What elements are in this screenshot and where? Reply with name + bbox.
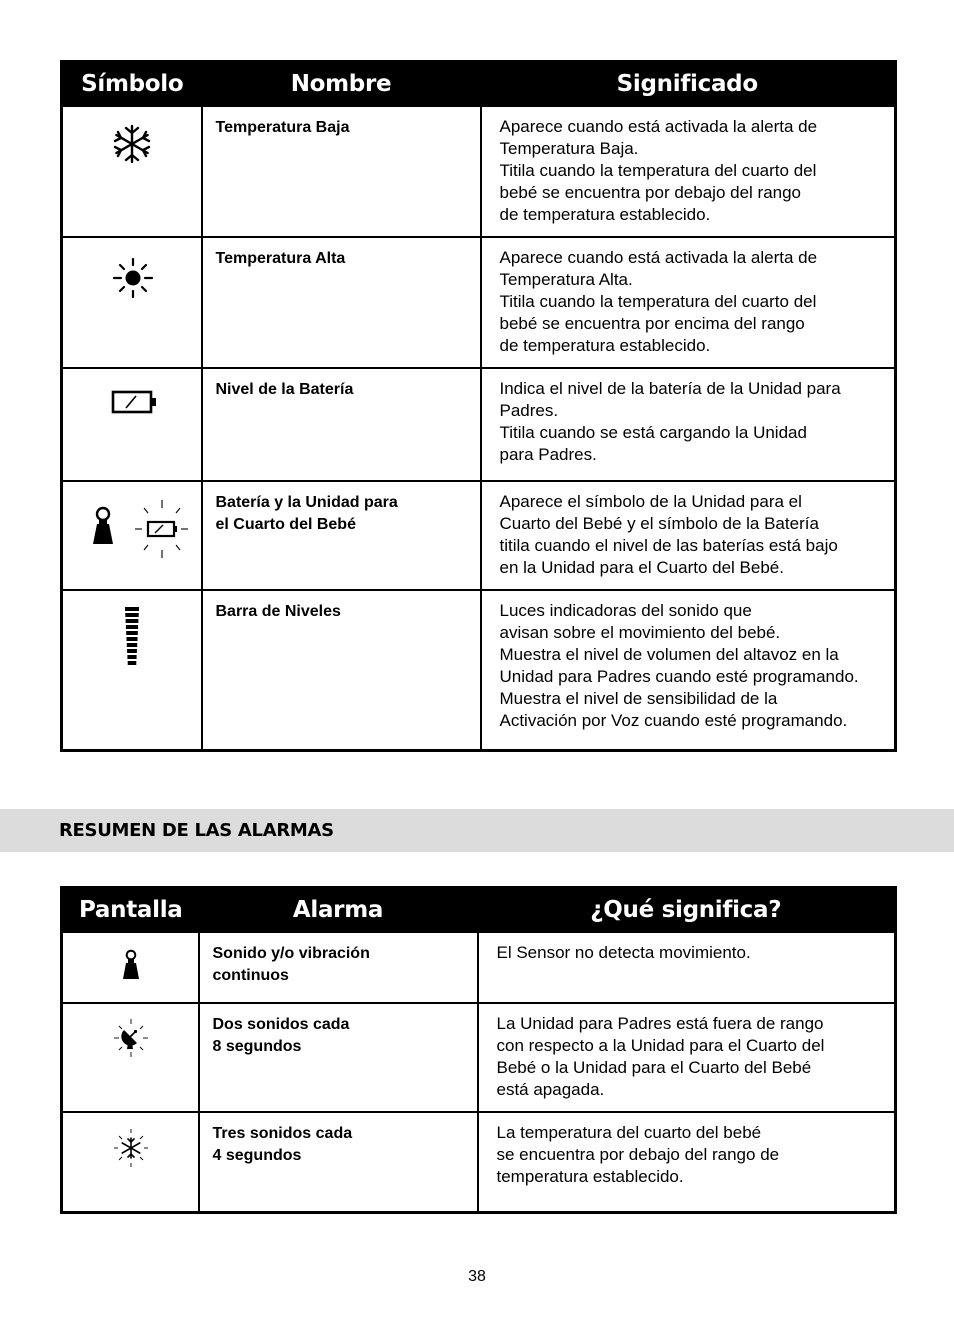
symbol-cell <box>62 106 202 237</box>
symbols-table <box>60 60 897 752</box>
header-screen: Pantalla <box>62 888 199 933</box>
alarm-name: Sonido y/o vibración continuos <box>199 932 478 1003</box>
symbol-description: Aparece cuando está activada la alerta de Temperatura Baja. Titila cuando la temperatura del cuarto del bebé se encuentra por debajo del rango de temperatura establecido. <box>481 106 896 237</box>
screen-cell <box>62 1003 199 1112</box>
symbol-cell <box>62 590 202 750</box>
alarms-table <box>60 886 897 1214</box>
table-row <box>62 1112 896 1212</box>
header-meaning: Significado <box>481 62 896 107</box>
section-banner <box>0 809 954 852</box>
sun-icon <box>111 256 155 300</box>
symbol-name: Temperatura Alta <box>202 237 481 368</box>
symbol-cell <box>62 237 202 368</box>
symbol-description: Indica el nivel de la batería de la Unidad para Padres. Titila cuando se está cargando la Unidad para Padres. <box>481 368 896 481</box>
symbol-description: Aparece cuando está activada la alerta de Temperatura Alta. Titila cuando la temperatura del cuarto del bebé se encuentra por encima del rango de temperatura establecido. <box>481 237 896 368</box>
symbol-description: Luces indicadoras del sonido que avisan sobre el movimiento del bebé. Muestra el nivel de volumen del altavoz en la Unidad para Padres cuando esté programando. Muestra el nivel de sensibilidad de la Activación por Voz cuando esté programando. <box>481 590 896 750</box>
snowflake-icon <box>111 123 153 165</box>
symbol-description: Aparece el símbolo de la Unidad para el Cuarto del Bebé y el símbolo de la Batería titila cuando el nivel de las baterías está bajo en la Unidad para el Cuarto del Bebé. <box>481 481 896 590</box>
table-row <box>62 106 896 237</box>
symbols-table-header <box>62 62 896 107</box>
level-bar-icon <box>123 605 143 667</box>
out-of-range-antenna-icon <box>113 1018 149 1058</box>
section-title: RESUMEN DE LAS ALARMAS <box>59 820 334 841</box>
baby-unit-icon <box>121 949 141 983</box>
table-row <box>62 368 896 481</box>
symbol-cell <box>62 368 202 481</box>
alarm-name: Dos sonidos cada 8 segundos <box>199 1003 478 1112</box>
flashing-snowflake-icon <box>113 1128 149 1168</box>
table-row <box>62 237 896 368</box>
header-name: Nombre <box>202 62 481 107</box>
table-row <box>62 590 896 750</box>
screen-cell <box>62 932 199 1003</box>
screen-cell <box>62 1112 199 1212</box>
page-number: 38 <box>468 1268 486 1285</box>
alarm-description: La temperatura del cuarto del bebé se encuentra por debajo del rango de temperatura establecido. <box>478 1112 896 1212</box>
table-row <box>62 1003 896 1112</box>
alarm-name: Tres sonidos cada 4 segundos <box>199 1112 478 1212</box>
symbol-cell <box>62 481 202 590</box>
header-symbol: Símbolo <box>62 62 202 107</box>
header-alarm: Alarma <box>199 888 478 933</box>
baby-unit-battery-icon <box>89 496 189 564</box>
symbol-name: Temperatura Baja <box>202 106 481 237</box>
alarm-description: El Sensor no detecta movimiento. <box>478 932 896 1003</box>
symbol-name: Batería y la Unidad para el Cuarto del Bebé <box>202 481 481 590</box>
alarm-description: La Unidad para Padres está fuera de rango con respecto a la Unidad para el Cuarto del Bebé o la Unidad para el Cuarto del Bebé está apagada. <box>478 1003 896 1112</box>
header-alarm-meaning: ¿Qué significa? <box>478 888 896 933</box>
battery-icon <box>111 389 159 415</box>
table-row <box>62 481 896 590</box>
symbol-name: Barra de Niveles <box>202 590 481 750</box>
alarms-table-header <box>62 888 896 933</box>
symbol-name: Nivel de la Batería <box>202 368 481 481</box>
table-row <box>62 932 896 1003</box>
